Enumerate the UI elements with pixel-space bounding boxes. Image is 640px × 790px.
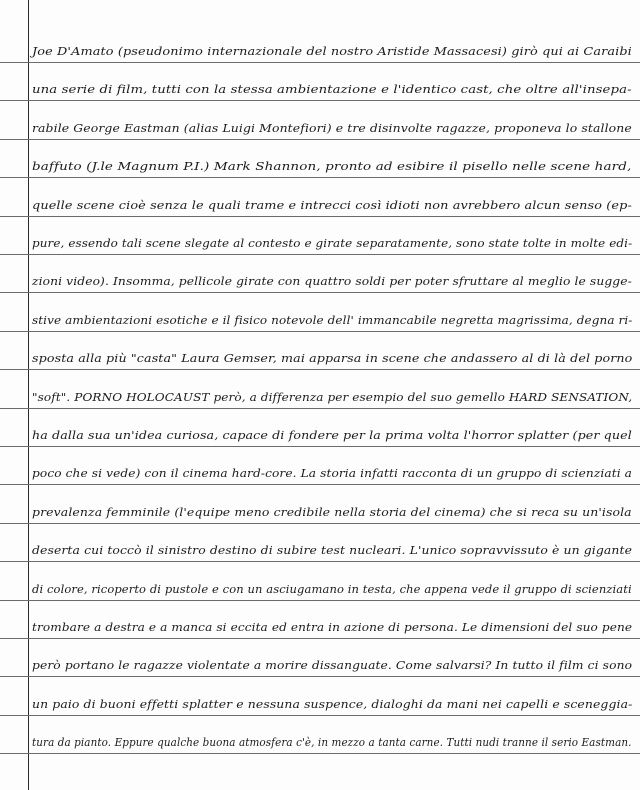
text-line-content: tura da pianto. Eppure qualche buona atmosfera c'è, in mezzo a tanta carne. Tutti nudi tranne il serio Eastman. — [32, 736, 632, 749]
text-line — [32, 501, 636, 525]
text-line — [32, 462, 636, 486]
text-line — [32, 78, 636, 102]
text-line — [32, 578, 636, 602]
text-line — [32, 155, 636, 179]
text-line-content: però portano le ragazze violentate a morire dissanguate. Come salvarsi? In tutto il film ci sono — [32, 659, 633, 672]
text-line — [32, 693, 636, 717]
text-line-content: quelle scene cioè senza le quali trame e intrecci così idioti non avrebbero alcun senso (ep- — [32, 199, 632, 212]
text-line-content: deserta cui toccò il sinistro destino di subire test nucleari. L'unico sopravvissuto è un gigante — [32, 544, 633, 557]
text-line-content: stive ambientazioni esotiche e il fisico notevole dell' immancabile negretta magrissima, degna ri- — [32, 314, 633, 327]
text-line — [32, 194, 636, 218]
text-line-content: una serie di film, tutti con la stessa ambientazione e l'identico cast, che oltre all'insepa- — [32, 83, 632, 96]
text-line-content: poco che si vede) con il cinema hard-core. La storia infatti racconta di un gruppo di scienziati a — [32, 467, 633, 480]
text-line — [32, 539, 636, 563]
text-line-content: pure, essendo tali scene slegate al contesto e girate separatamente, sono state tolte in molte edi- — [32, 237, 633, 250]
text-line-content: trombare a destra e a manca si eccita ed entra in azione di persona. Le dimensioni del suo pene — [32, 621, 633, 634]
text-line-content: rabile George Eastman (alias Luigi Montefiori) e tre disinvolte ragazze, proponeva lo stallone — [32, 122, 632, 135]
text-line-content: ha dalla sua un'idea curiosa, capace di fondere per la prima volta l'horror splatter (per quel — [32, 429, 632, 442]
text-line — [32, 386, 636, 410]
text-line-content: "soft". PORNO HOLOCAUST però, a differenza per esempio del suo gemello HARD SENSATION, — [32, 391, 633, 404]
text-line-content: zioni video). Insomma, pellicole girate con quattro soldi per poter sfruttare al meglio le sugge- — [32, 275, 632, 288]
text-line — [32, 40, 636, 64]
text-line-content: sposta alla più "casta" Laura Gemser, mai apparsa in scene che andassero al di là del porno — [32, 352, 633, 365]
text-line — [32, 654, 636, 678]
text-line — [32, 117, 636, 141]
text-line-content: un paio di buoni effetti splatter e nessuna suspence, dialoghi da mani nei capelli e sceneggia- — [32, 698, 633, 711]
text-line — [32, 616, 636, 640]
text-line — [32, 309, 636, 333]
text-line-content: di colore, ricoperto di pustole e con un asciugamano in testa, che appena vede il gruppo di scienziati — [32, 583, 632, 596]
text-line — [32, 424, 636, 448]
text-line-content: Joe D'Amato (pseudonimo internazionale del nostro Aristide Massacesi) girò qui ai Caraibi — [32, 45, 632, 58]
text-line — [32, 270, 636, 294]
text-line — [32, 347, 636, 371]
text-line-content: baffuto (J.le Magnum P.I.) Mark Shannon, pronto ad esibire il pisello nelle scene hard, — [32, 160, 632, 173]
text-line — [32, 731, 636, 755]
text-line-content: prevalenza femminile (l'equipe meno credibile nella storia del cinema) che si reca su un'isola — [32, 506, 632, 519]
text-line — [32, 232, 636, 256]
margin-line — [28, 0, 29, 790]
